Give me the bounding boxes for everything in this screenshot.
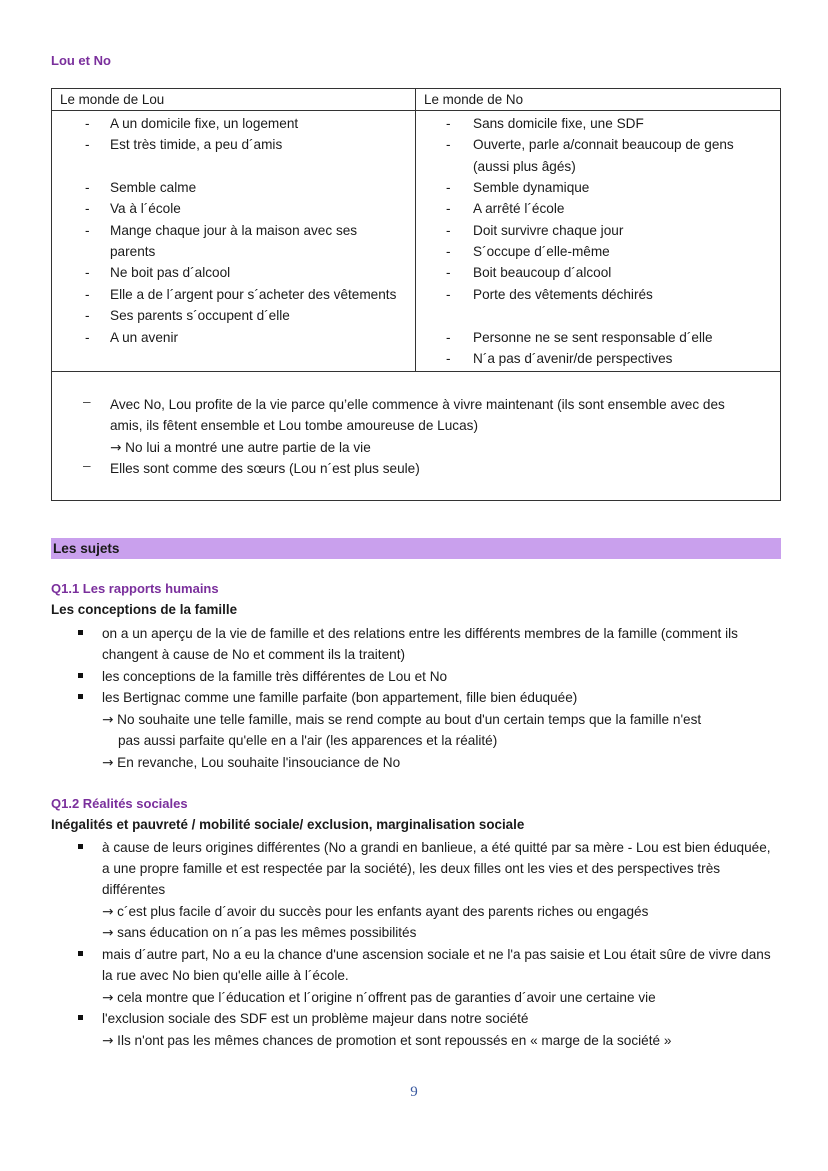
bullet-icon [78, 630, 83, 635]
arrow-icon: → [102, 904, 114, 920]
bullet-icon [78, 951, 83, 956]
arrow-line: → cela montre que l´éducation et l´origine n´offrent pas de garanties d´avoir une certaine vie [102, 990, 656, 1006]
arrow-line: → c´est plus facile d´avoir du succès pour les enfants ayant des parents riches ou engagés [102, 904, 649, 920]
q11-heading: Q1.1 Les rapports humains [51, 581, 219, 596]
arrow-icon: → [102, 925, 114, 941]
arrow-icon: → [102, 712, 114, 728]
page-number: 9 [410, 1084, 418, 1100]
summary-cell: – Avec No, Lou profite de la vie parce qu’elle commence à vivre maintenant (ils sont ensemble avec des amis, ils fêtent ensemble et Lou tombe amoureuse de Lucas) → No lui a montré une autre partie de la vie – Elles sont comme des sœurs (Lou n´est plus seule) [52, 372, 781, 501]
paragraph: l'exclusion sociale des SDF est un problème majeur dans notre société [102, 1011, 529, 1026]
q11-subheading: Les conceptions de la famille [51, 602, 238, 617]
paragraph: on a un aperçu de la vie de famille et des relations entre les différents membres de la famille (comment ils [102, 626, 738, 641]
summary-text: Avec No, Lou profite de la vie parce qu’elle commence à vivre maintenant (ils sont ensemble avec des [110, 397, 725, 412]
paragraph: pas aussi parfaite qu'elle en a l'air (les apparences et la réalité) [118, 733, 498, 748]
summary-arrow-line: → No lui a montré une autre partie de la vie [110, 440, 371, 456]
paragraph: à cause de leurs origines différentes (No a grandi en banlieue, a été quitté par sa mère - Lou est bien éduquée, [102, 840, 771, 855]
summary-text: Elles sont comme des sœurs (Lou n´est plus seule) [110, 461, 420, 476]
arrow-line: → En revanche, Lou souhaite l'insouciance de No [102, 755, 401, 771]
bullet-icon [78, 844, 83, 849]
bullet-icon [78, 673, 83, 678]
q12-heading: Q1.2 Réalités sociales [51, 796, 188, 811]
bullet-icon [78, 1015, 83, 1020]
arrow-icon: → [102, 990, 114, 1006]
paragraph: les Bertignac comme une famille parfaite (bon appartement, fille bien éduquée) [102, 690, 578, 705]
arrow-icon: → [102, 1033, 114, 1049]
paragraph: mais d´autre part, No a eu la chance d'une ascension sociale et ne l'a pas saisie et Lou était sûre de vivre dans [102, 947, 771, 962]
section-title: Lou et No [51, 53, 111, 68]
section-band: Les sujets [51, 538, 781, 559]
paragraph: changent à cause de No et comment ils la traitent) [102, 647, 405, 662]
arrow-icon: → [102, 755, 114, 771]
table-header-lou: Le monde de Lou [52, 89, 416, 111]
no-column: - Sans domicile fixe, une SDF - Ouverte, parle a/connait beaucoup de gens (aussi plus âgés) - Semble dynamique - A arrêté l´école - Doit survivre chaque jour - S´occupe d´elle-même - Boit beaucoup d´alcool - Porte des vêtements déchirés - Personne ne se sent responsable d´elle - N´a pas d´avenir/de perspectives [416, 111, 781, 372]
paragraph: la rue avec No bien qu'elle aille à l´école. [102, 968, 349, 983]
paragraph: différentes [102, 882, 166, 897]
comparison-table [51, 88, 781, 501]
summary-text: amis, ils fêtent ensemble et Lou tombe amoureuse de Lucas) [110, 418, 478, 433]
table-header-no: Le monde de No [416, 89, 781, 111]
q12-subheading: Inégalités et pauvreté / mobilité sociale/ exclusion, marginalisation sociale [51, 817, 525, 832]
paragraph: a une propre famille et est respectée par la société), les deux filles ont les vies et des perspectives très [102, 861, 721, 876]
arrow-line: → Ils n'ont pas les mêmes chances de promotion et sont repoussés en « marge de la société » [102, 1033, 672, 1049]
paragraph: les conceptions de la famille très différentes de Lou et No [102, 669, 448, 684]
bullet-icon [78, 694, 83, 699]
lou-column: - A un domicile fixe, un logement - Est très timide, a peu d´amis - Semble calme - Va à l´école - Mange chaque jour à la maison avec ses parents - Ne boit pas d´alcool - Elle a de l´argent pour s´acheter des vêtements - Ses parents s´occupent d´elle - A un avenir [52, 111, 416, 372]
arrow-line: → sans éducation on n´a pas les mêmes possibilités [102, 925, 417, 941]
arrow-line: → No souhaite une telle famille, mais se rend compte au bout d'un certain temps que la famille n'est [102, 712, 702, 728]
arrow-icon: → [110, 440, 122, 456]
